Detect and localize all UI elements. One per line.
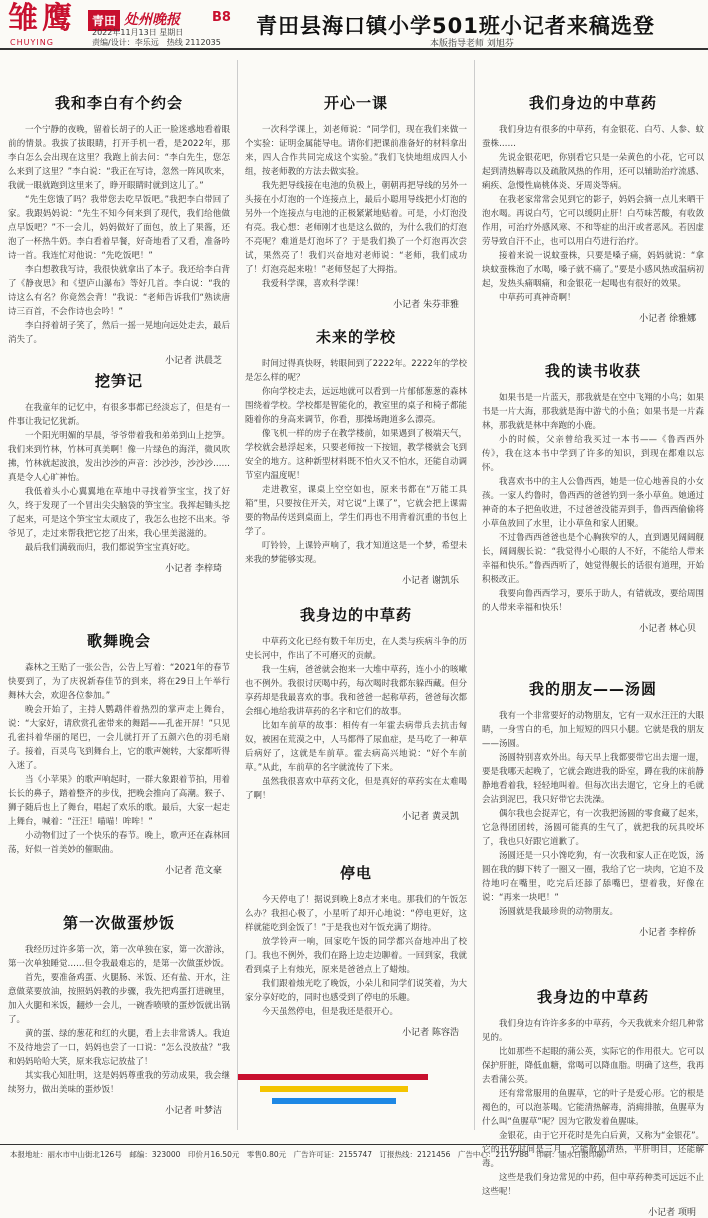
article-paragraph: 一次科学课上，刘老师说：“同学们，现在我们来做一个实验：证明金属能导电。请你们把课前准备好的材料拿出来，四人合作共同完成这个实验。”我们飞快地组成四人小组，按老师教的方法去做实验。 <box>245 125 467 177</box>
article-paragraph: 今天虽然停电，但是我还是很开心。 <box>262 1007 399 1017</box>
article-paragraph: 在我老家常常会见到它的影子，妈妈会摘一点儿来晒干泡水喝。再说白芍，它可以缓阴止肝！白芍味苦酸，有收敛作用，可治疗外感风寒、不和等症的出汗或者恶风。若因虚劳导致自汗不止，也可以用白芍进行治疗。 <box>482 195 704 247</box>
article-paragraph: “先生您饿了吗？我带您去吃早饭吧。”我把李白带回了家。我跟妈妈说：“先生不知今何来到了现代，我们给他做点早饭吧？”不一会儿，妈妈做好了面包，放上了果酱，还泡了一杯热牛奶。李白看着早餐，好奇地看了又看，准备吟诗一首。我连忙对他说：“先吃饭吧！” <box>8 195 230 261</box>
color-bar-blue <box>272 1098 396 1104</box>
article <box>482 84 704 346</box>
article <box>482 670 704 966</box>
article-paragraph: 我们身边有很多的中草药，有金银花、白芍、人参、蚊蚕株…… <box>482 125 704 149</box>
article-paragraph: 最后我们满载而归，我们都说笋宝宝真好吃。 <box>25 543 196 553</box>
article-title: 第一次做蛋炒饭 <box>62 914 175 932</box>
article-paragraph: 不过鲁西西爸爸也是个心胸狭窄的人，直到遇见阔阔舰长，阔阔舰长说：“我觉得小心眼的人不好，不能给人带来幸福和快乐。”鲁西西听了，她觉得舰长的话很有道理，开始积极改正。 <box>482 533 704 585</box>
article-paragraph: 汤圆就是我最珍贵的动物朋友。 <box>499 907 619 917</box>
article-paragraph: 这些是我们身边常见的中药，但中草药种类可远远不止这些呢！ <box>482 1173 704 1197</box>
article-byline: 小记者 黄灵凯 <box>402 812 459 822</box>
article-paragraph: 我经历过许多第一次，第一次单独在家，第一次游泳，第一次单独睡觉……但令我最难忘的，是第一次做蛋炒饭。 <box>8 945 230 969</box>
article-paragraph: 先说金银花吧，你别看它只是一朵黄色的小花，它可以起到清热解毒以及疏散风热的作用，还可以辅助治疗流感、痢疾、急慢性扁桃体炎、牙周炎等病。 <box>482 153 704 191</box>
article-byline: 小记者 范文豪 <box>165 866 222 876</box>
article-paragraph: 我先把导线接在电池的负极上，朝朝再把导线的另外一头接在小灯泡的一个连接点上，最后小聪用导线把小灯泡的另外一个连接点与电池的正极紧紧地贴着。可是，小灯泡没有亮。我心想：老师刚才也是这么做的，为什么我们的灯泡不亮呢？难道是灯泡坏了？于是我们换了一个灯泡再次尝试，果然亮了！我们兴奋地对老师说：“老师，我们成功了！灯泡亮起来啦！”老师竖起了大拇指。 <box>245 181 467 275</box>
article-paragraph: 走进教室，课桌上空空如也，原来书都在“万能工具箱”里，只要按住开关，对它说“上课了”，它就会把上课需要的物品传送到桌面上，学生们再也不用背着沉重的书包上学了。 <box>245 485 467 537</box>
article-paragraph: 叮铃铃，上课铃声响了，我才知道这是一个梦，希望未来我的梦能够实现。 <box>245 541 467 565</box>
article-paragraph: 我低着头小心翼翼地在草地中寻找着笋宝宝，找了好久，终于发现了一个冒出尖尖脑袋的笋宝宝。我挥起锄头挖了起来，可是这个笋宝宝太顽皮了，我怎么也挖不出来。爷爷见了，走过来帮我把它挖了出来，我心里美滋滋的。 <box>8 487 230 539</box>
article-byline: 小记者 李梓侨 <box>639 928 696 938</box>
article-paragraph: 还有常常服用的鱼腥草，它的叶子是爱心形。它的根是褐色的，可以泡茶喝。它能清热解毒，消痈排脓，鱼腥草为什么叫“鱼腥草”呢？因为它散发着鱼腥味。 <box>482 1089 704 1127</box>
imprint-footer: 本报地址：丽水市中山街北126号 邮编：323000 印价月16.50元 零售0.80元 广告许可证：2155747 订报热线：2121456 广告中心：2117788 印刷：丽水日报印刷厂 <box>0 1144 708 1162</box>
article-byline: 小记者 叶梦洁 <box>165 1106 222 1116</box>
article-paragraph: 其实我心知肚明，这是妈妈尊重我的劳动成果，我会继续努力，做出美味的蛋炒饭！ <box>8 1071 230 1095</box>
article-byline: 小记者 朱芬菲雅 <box>393 300 459 310</box>
article-paragraph: 一个宁静的夜晚，留着长胡子的人正一脸迷惑地看着眼前的情景。我拔了拔眼睛，打开手机一看，是2022年，那李白怎么会出现在这里？我跑上前去问：“李白先生，您怎么来到了这里？”李白说：“我正在写诗，忽然一阵风吹来，我就一眼就跑到这里来了，睁开眼睛时就到这儿了。” <box>8 125 230 191</box>
article-title: 歌舞晚会 <box>86 632 151 650</box>
article-paragraph: 我们跟着烛光吃了晚饭，小朵儿和同学们说笑着，为大家分享好吃的，同时也感受到了停电的乐趣。 <box>245 979 467 1003</box>
article <box>8 84 230 366</box>
article-paragraph: 李白想教我写诗，我很快就拿出了本子。我还给李白背了《静夜思》和《望庐山瀑布》等好几首。李白说：“我的诗这么有名？你竟然会背！”我说：“老师告诉我们“熟读唐诗三百首，不会作诗也会吟！” <box>8 265 230 317</box>
article-title: 我身边的中草药 <box>299 606 412 624</box>
article-byline: 小记者 洪晨芝 <box>165 356 222 366</box>
article-paragraph: 时间过得真快呀，转眼间到了2222年。2222年的学校是怎么样的呢？ <box>245 359 467 383</box>
brand-char-2: 鹰 <box>42 1 72 36</box>
article-paragraph: 我有一个非常要好的动物朋友，它有一双水汪汪的大眼睛，一身雪白的毛，加上短短的四只小腿。它就是我的朋友——汤圆。 <box>482 711 704 749</box>
article-paragraph: 森林之王贴了一张公告，公告上写着：“2021年的春节快要到了，为了庆祝新春佳节的到来，将在29日上午举行舞林大会，欢迎各位参加。” <box>8 663 230 701</box>
column-divider <box>474 60 475 1130</box>
article-paragraph: 李白捋着胡子笑了，然后一摇一晃地向远处走去，最后消失了。 <box>8 321 230 345</box>
article-paragraph: 中草药可真神奇啊！ <box>499 293 576 303</box>
article-title: 未来的学校 <box>315 328 396 346</box>
article-title: 开心一课 <box>323 94 388 112</box>
article <box>482 978 704 1218</box>
brand-char-1: 雏 <box>8 1 38 36</box>
article-paragraph: 我喜欢书中的主人公鲁西西，她是一位心地善良的小女孩。一家人约鲁时，鲁西西的爸爸钓到一条小草鱼。她通过神奇的本子把鱼收进，不过爸爸没能弄到手，鲁西西偷偷将小草鱼放回了水里，让小草鱼和家人团聚。 <box>482 477 704 529</box>
article-paragraph: 中草药文化已经有数千年历史，在人类与疾病斗争的历史长河中，作出了不可磨灭的贡献。 <box>245 637 467 661</box>
masthead <box>0 0 708 50</box>
article-paragraph: 在我童年的记忆中，有很多事都已经淡忘了，但是有一件事让我记忆犹新。 <box>8 403 230 427</box>
article-paragraph: 比如车前草的故事：相传有一年霍去病带兵去抗击匈奴，被困在荒漠之中，人马都得了尿血症，是马吃了一种草后病好了，这就是车前草。霍去病高兴地说：“好个车前草。”从此，车前草的名字就流传了下来。 <box>245 721 467 773</box>
article-byline: 小记者 徐雅娜 <box>639 314 696 324</box>
article <box>482 352 704 662</box>
color-bar-red <box>238 1074 428 1080</box>
color-registration-bars <box>238 1074 428 1110</box>
article-paragraph: 我要向鲁西西学习，要乐于助人，有错就改，要给周围的人带来幸福和快乐！ <box>482 589 704 613</box>
article <box>8 622 230 902</box>
paper-name: 处州晚报 <box>124 12 180 28</box>
page-subtitle: 本版指导老师 刘旭芬 <box>430 39 514 49</box>
article <box>8 362 230 612</box>
issue-editor: 责编/设计：李乐远 热线 2112035 <box>92 38 221 47</box>
article-paragraph: 我们身边有许许多多的中草药，今天我就来介绍几种常见的。 <box>482 1019 704 1043</box>
article-paragraph: 放学铃声一响，回家吃午饭的同学都兴奋地冲出了校门。我也不例外，我们在路上边走边聊着。一回到家，我就看到桌子上有烛光，原来是爸爸点上了蜡烛。 <box>245 937 467 975</box>
article-title: 我的读书收获 <box>544 362 641 380</box>
article-paragraph: 虽然我很喜欢中草药文化，但是真好的草药实在太难喝了啊！ <box>245 777 467 801</box>
article-paragraph: 晚会开始了，主持人鹦鹉伴着热烈的掌声走上舞台，说：“大家好，请欣赏孔雀带来的舞蹈——孔雀开屏！”只见孔雀抖着华丽的尾巴，一会儿就打开了五颜六色的羽毛扇子。接着，百灵鸟飞到舞台上，它的歌声婉转，大家都听得入迷了。 <box>8 705 230 771</box>
article-paragraph: 一个阳光明媚的早晨，爷爷带着我和弟弟到山上挖笋。我们来到竹林，竹林可真美啊！像一片绿色的海洋，微风吹拂，竹林就起波浪，发出沙沙的声音：沙沙沙，沙沙沙……真是令人心旷神怡。 <box>8 431 230 483</box>
article-byline: 小记者 陈容浩 <box>402 1028 459 1038</box>
article-title: 我的朋友——汤圆 <box>528 680 657 698</box>
article-byline: 小记者 林心贝 <box>639 624 696 634</box>
article-paragraph: 我爱科学课，喜欢科学课！ <box>262 279 365 289</box>
article <box>245 318 467 590</box>
page-title: 青田县海口镇小学501班小记者来稿选登 <box>256 14 655 38</box>
article-paragraph: 今天停电了！据说到晚上8点才来电。那我们的午饭怎么办？我担心极了，小星听了却开心地说：“停电更好，这样就能吃到金饭了！”于是我也对午饭充满了期待。 <box>245 895 467 933</box>
article-paragraph: 你向学校走去，远远地就可以看到一片郁郁葱葱的森林围绕着学校。学校都是智能化的，教室里的桌子和椅子都能随着你的身高来调节，你看，那操场跑道多么漂亮。 <box>245 387 467 425</box>
article <box>245 854 467 1066</box>
article-paragraph: 当《小苹果》的歌声响起时，一群大象跟着节拍，用着长长的鼻子，踏着整齐的步伐，把晚会推向了高潮。猴子、狮子随后也上了舞台，唱起了欢乐的歌。最后，大家一起走上舞台，喊着：“汪汪！喵喵！哞哞！” <box>8 775 230 827</box>
article-paragraph: 小动物们过了一个快乐的春节。晚上，歌声还在森林回荡，好似一首美妙的催眠曲。 <box>8 831 230 855</box>
article-byline: 小记者 谢凯乐 <box>402 576 459 586</box>
article-title: 挖笋记 <box>94 372 143 390</box>
issue-date: 2022年11月13日 星期日 <box>92 28 184 37</box>
article <box>245 596 467 844</box>
article-title: 我们身边的中草药 <box>528 94 657 112</box>
article <box>245 84 467 314</box>
article-paragraph: 比如那些不起眼的蒲公英，实际它的作用很大。它可以保护肝脏，降低血糖，常喝可以降血脂。明确了这些，我再去看蒲公英。 <box>482 1047 704 1085</box>
article-paragraph: 小的时候，父亲曾给我买过一本书——《鲁西西外传》，我在这本书中学到了许多的知识，到现在都难以忘怀。 <box>482 435 704 473</box>
page-number: B8 <box>212 10 231 25</box>
article-title: 停电 <box>339 864 372 882</box>
article-title: 我身边的中草药 <box>536 988 649 1006</box>
article-paragraph: 接着来说一说蚊蚕株，只要是嗓子痛，妈妈就说：“拿块蚊蚕株泡了水喝，嗓子就不痛了。”要是小感风热或温病初起，发热头痛咽痛，和金银花一起喝也有很好的效果。 <box>482 251 704 289</box>
article-paragraph: 汤圆特别喜欢外出。每天早上我都要带它出去遛一遛，要是我哪天起晚了，它就会跑进我的卧室，蹲在我的床前静静地看着我，轻轻地叫着。但每次出去遛它，它身上的毛就会沾到泥巴，我只好带它去洗澡。 <box>482 753 704 805</box>
article-title: 我和李白有个约会 <box>54 94 183 112</box>
article-paragraph: 金银花，由于它开花时是先白后黄，又称为“金银花”。它的开花时间是三月，它能散风清热，平肝明目，还能解毒。 <box>482 1131 704 1169</box>
article <box>8 904 230 1144</box>
article-paragraph: 黄的蛋、绿的葱花和红的火腿，看上去非常诱人。我迫不及待地尝了一口，妈妈也尝了一口说：“怎么没放盐？”我和妈妈哈哈大笑，原来我忘记放盐了！ <box>8 1029 230 1067</box>
article-paragraph: 像飞机一样的房子在教学楼前，如果遇到了极端天气，学校就会悬浮起来，只要老师按一下按钮，教学楼就会飞到安全的地方。这种新型材料既不怕火又不怕水，还能自动调节室内温度呢！ <box>245 429 467 481</box>
article-paragraph: 汤圆还是一只小馋吃狗，有一次我和家人正在吃饭，汤圆在我的脚下转了一圈又一圈，我给了它一块肉，它迫不及待地叼在嘴里，吃完后还舔了舔嘴巴，望着我，好像在说：“再来一块吧！” <box>482 851 704 903</box>
article-byline: 小记者 项明 <box>648 1208 696 1218</box>
article-paragraph: 偶尔我也会捉弄它，有一次我把汤圆的零食藏了起来，它急得团团转，汤圆可能真的生气了，就把我的玩具咬坏了，我也只好跟它道歉了。 <box>482 809 704 847</box>
article-paragraph: 首先，要准备鸡蛋、火腿肠、米饭、还有盐、开水，注意做菜要放油，按照妈妈教的步骤，我先把鸡蛋打进碗里，加入火腿和米饭，翻炒一会儿，一碗香喷喷的蛋炒饭就出锅了。 <box>8 973 230 1025</box>
article-paragraph: 我一生病，爸爸就会抱来一大堆中草药，连小小的咳嗽也不例外。我很讨厌喝中药，每次喝时我都东躲西藏。但分享药却是我最喜欢的事。我和爸爸一起称草药，爸爸每次都会细心地给我讲草药的名字和它们的故事。 <box>245 665 467 717</box>
article-paragraph: 如果书是一片蓝天，那我就是在空中飞翔的小鸟；如果书是一片大海，那我就是海中游弋的小鱼；如果书是一片森林，那我就是林中奔跑的小鹿。 <box>482 393 704 431</box>
brand-pinyin: CHUYING <box>10 38 54 47</box>
article-byline: 小记者 李梓琦 <box>165 564 222 574</box>
column-divider <box>237 60 238 1130</box>
section-badge: 青田 <box>88 10 120 31</box>
color-bar-yellow <box>260 1086 408 1092</box>
